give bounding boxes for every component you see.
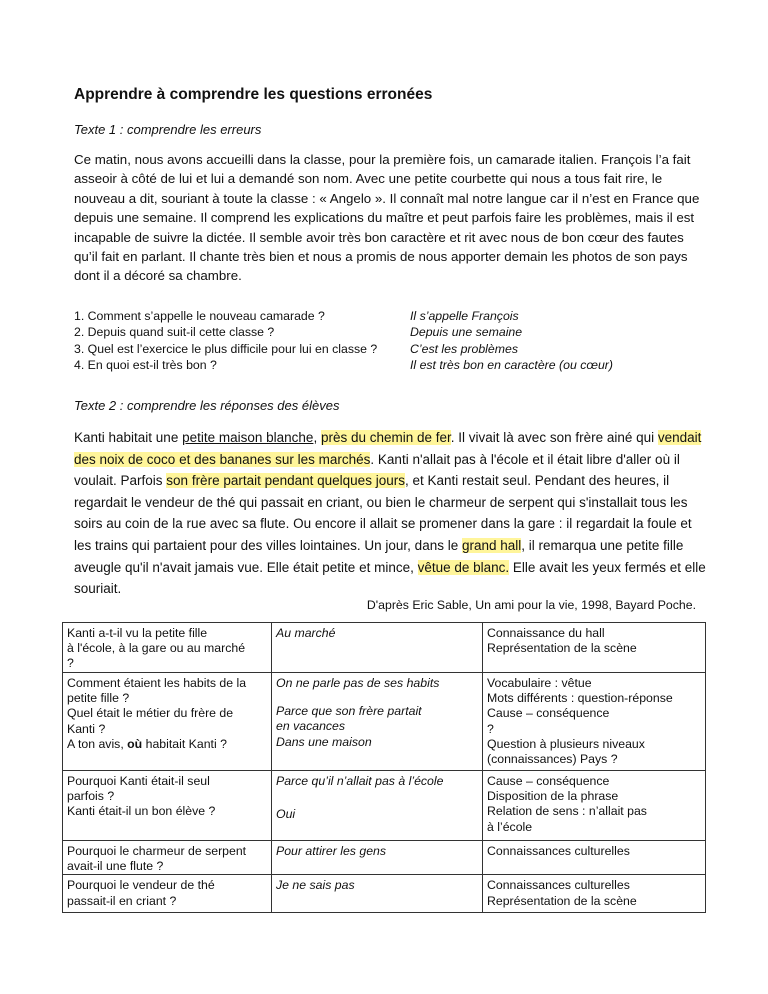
answer-cell	[272, 623, 483, 673]
comment-cell: Connaissances culturelles	[483, 841, 706, 875]
texte1-questions	[74, 308, 377, 373]
cell-line: Kanti a-t-il vu la petite fille	[67, 626, 208, 640]
question-2: 2. Depuis quand suit-il cette classe ?	[74, 325, 275, 340]
cell-line: Oui	[276, 807, 296, 822]
answer-cell: Je ne sais pas	[272, 875, 483, 913]
cell-line: Vocabulaire : vêtue	[487, 676, 592, 690]
cell-line: Représentation de la scène	[487, 893, 637, 908]
cell-line: ?	[67, 656, 74, 671]
cell-line: Cause – conséquence	[487, 706, 610, 721]
text-segment: , il remarqua une petite fille aveugle qu'il n'avait jamais vue. Elle était petite et mince,	[74, 537, 684, 575]
highlighted-phrase: près du chemin de fer	[320, 430, 451, 445]
question-cell	[63, 623, 272, 673]
texte2-heading: Texte 2 : comprendre les réponses des élèves	[74, 398, 340, 413]
answer-2: Depuis une semaine	[410, 325, 523, 340]
cell-line: Cause – conséquence	[487, 774, 610, 788]
highlighted-phrase: vêtue de blanc.	[417, 559, 510, 575]
analysis-table	[62, 622, 706, 913]
question-1: 1. Comment s’appelle le nouveau camarade ?	[74, 309, 325, 323]
question-3: 3. Quel est l’exercice le plus difficile pour lui en classe ?	[74, 341, 378, 356]
answer-3: C’est les problèmes	[410, 341, 518, 356]
texte2-paragraph	[74, 427, 706, 600]
cell-line: passait-il en criant ?	[67, 893, 177, 908]
text-segment: Elle avait les yeux fermés et elle souriait.	[74, 559, 706, 597]
cell-line: Connaissance du hall	[487, 626, 605, 640]
question-cell	[63, 841, 272, 875]
cell-line: Kanti ?	[67, 721, 106, 736]
cell-line: Mots différents : question-réponse	[487, 691, 673, 706]
text-segment: A ton avis,	[67, 736, 128, 751]
cell-line: Dans une maison	[276, 734, 372, 749]
text-segment: , et Kanti restait seul. Pendant des heures, il regardait le vendeur de thé qui passait en criant, ou bien le charmeur de serpent qui s'installait tous les soirs au coin de la rue avec sa flute. Ou encore il allait se promener dans la gare : il regardait la foule et les trains qui partaient pour des villes lointaines. Un jour, dans le	[74, 473, 692, 553]
highlighted-phrase: vendait des noix de coco et des bananes sur les marchés	[74, 430, 702, 467]
cell-line: On ne parle pas de ses habits	[276, 676, 440, 690]
cell-line: Comment étaient les habits de la	[67, 676, 247, 690]
comment-cell	[483, 673, 706, 771]
cell-line: Disposition de la phrase	[487, 789, 619, 804]
cell-line: à l'école, à la gare ou au marché	[67, 641, 246, 656]
answer-cell: Pour attirer les gens	[272, 841, 483, 875]
cell-line: Pourquoi Kanti était-il seul	[67, 774, 210, 788]
table-row	[63, 875, 706, 913]
cell-line: Au marché	[276, 626, 336, 640]
cell-line: Pourquoi le vendeur de thé	[67, 878, 215, 893]
answer-1: Il s’appelle François	[410, 309, 519, 323]
answer-cell	[272, 771, 483, 841]
text-segment: habitait Kanti ?	[142, 736, 227, 751]
underlined-phrase: petite maison blanche	[182, 430, 314, 445]
cell-line: en vacances	[276, 719, 346, 734]
cell-line: ?	[487, 721, 494, 736]
highlighted-phrase: grand hall	[461, 537, 522, 553]
text-segment: ,	[313, 430, 321, 445]
table-row	[63, 771, 706, 841]
text-segment: . Il vivait là avec son frère ainé qui	[450, 430, 658, 445]
cell-line: Kanti était-il un bon élève ?	[67, 804, 216, 819]
cell-line: à l’école	[487, 819, 533, 834]
cell-line: Parce qu’il n’allait pas à l’école	[276, 774, 444, 788]
cell-line	[67, 737, 267, 752]
question-cell	[63, 771, 272, 841]
cell-line: avait-il une flute ?	[67, 859, 164, 874]
question-4: 4. En quoi est-il très bon ?	[74, 357, 217, 372]
table-row	[63, 841, 706, 875]
question-cell	[63, 673, 272, 771]
answer-cell	[272, 673, 483, 771]
cell-line: (connaissances) Pays ?	[487, 752, 618, 767]
comment-cell	[483, 875, 706, 913]
answer-4: Il est très bon en caractère (ou cœur)	[410, 357, 613, 372]
table-row	[63, 623, 706, 673]
text-segment: . Kanti n'allait pas à l'école et il était libre d'aller où il voulait. Parfois	[74, 451, 680, 489]
cell-line: Relation de sens : n’allait pas	[487, 804, 647, 819]
comment-cell	[483, 623, 706, 673]
cell-line: parfois ?	[67, 789, 115, 804]
text-segment: Kanti habitait une	[74, 430, 183, 445]
cell-line: Pourquoi le charmeur de serpent	[67, 844, 247, 858]
table-row	[63, 673, 706, 771]
texte1-paragraph: Ce matin, nous avons accueilli dans la classe, pour la première fois, un camarade italien. François l’a fait asseoir à côté de lui et lui a demandé son nom. Avec une petite courbette qui nous a tous fait rire, le nouveau a dit, souriant à toute la classe : « Angelo ». Il connaît mal notre langue car il n’est en France que depuis une semaine. Il comprend les explications du maître et peut parfois faire les problèmes, mais il est incapable de suivre la dictée. Il semble avoir très bon caractère et rit avec nous de bon cœur des fautes qu’il fait en parlant. Il chante très bien et nous a promis de nous apporter demain les photos de son pays dont il a décoré sa chambre.	[74, 152, 700, 284]
comment-cell	[483, 771, 706, 841]
page-title: Apprendre à comprendre les questions erronées	[74, 86, 433, 103]
texte1-heading: Texte 1 : comprendre les erreurs	[74, 122, 262, 137]
bold-word: où	[127, 736, 143, 751]
source-citation: D'après Eric Sable, Un ami pour la vie, 1998, Bayard Poche.	[366, 598, 696, 612]
question-cell	[63, 875, 272, 913]
cell-line: Connaissances culturelles	[487, 878, 630, 893]
cell-line: Parce que son frère partait	[276, 704, 422, 719]
cell-line: Représentation de la scène	[487, 641, 637, 656]
cell-line: Quel était le métier du frère de	[67, 706, 234, 721]
cell-line: Question à plusieurs niveaux	[487, 736, 645, 751]
texte1-answers	[410, 308, 613, 373]
highlighted-phrase: son frère partait pendant quelques jours	[166, 473, 405, 489]
cell-line: petite fille ?	[67, 691, 130, 706]
